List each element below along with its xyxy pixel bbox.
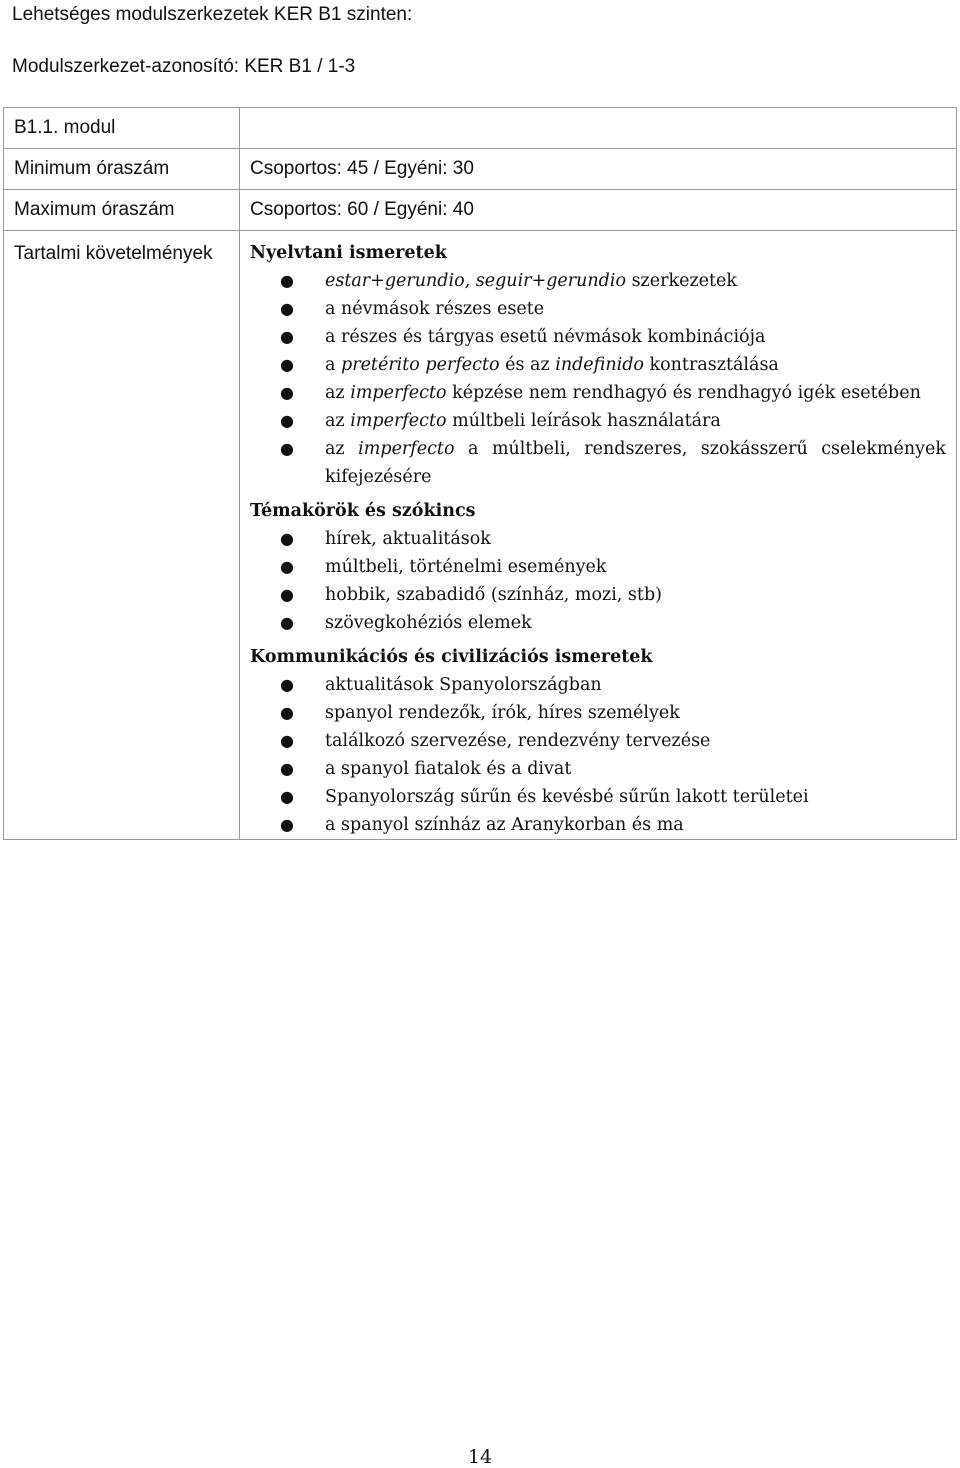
communication-section-title: Kommunikációs és civilizációs ismeretek: [250, 647, 653, 667]
item-text: szövegkohéziós elemek: [325, 613, 532, 633]
item-text: kontrasztálása: [643, 355, 779, 375]
list-item: [250, 783, 946, 811]
item-text: a: [325, 355, 341, 375]
item-text: képzése nem rendhagyó és rendhagyó igék esetében: [446, 383, 921, 403]
max-hours-value: Csoportos: 60 / Egyéni: 40: [240, 190, 957, 231]
list-item: [250, 727, 946, 755]
topics-list: [250, 525, 946, 637]
item-text: a részes és tárgyas esetű névmások kombinációja: [325, 327, 766, 347]
bullet-icon: ●: [280, 383, 294, 402]
italic-term: imperfecto: [350, 383, 447, 403]
list-item: [250, 671, 946, 699]
item-text: szerkezetek: [626, 271, 738, 291]
min-hours-value: Csoportos: 45 / Egyéni: 30: [240, 149, 957, 190]
item-text: és az: [499, 355, 556, 375]
item-text: múltbeli, történelmi események: [325, 557, 607, 577]
item-text: a spanyol színház az Aranykorban és ma: [325, 815, 684, 835]
item-text: múltbeli leírások használatára: [446, 411, 721, 431]
list-item: [250, 323, 946, 351]
bullet-icon: ●: [280, 327, 294, 346]
list-item: [250, 811, 946, 839]
grammar-list: [250, 267, 946, 491]
min-hours-label: Minimum óraszám: [4, 149, 240, 190]
item-text: spanyol rendezők, írók, híres személyek: [325, 703, 680, 723]
list-item: [250, 379, 946, 407]
list-item: [250, 407, 946, 435]
content-requirements-row: [4, 231, 957, 840]
module-title-empty: [240, 108, 957, 149]
bullet-icon: ●: [280, 411, 294, 430]
bullet-icon: ●: [280, 439, 294, 458]
item-text: az: [325, 411, 351, 431]
italic-term: estar+gerundio, seguir+gerundio: [325, 271, 626, 291]
list-item: [250, 267, 946, 295]
max-hours-label: Maximum óraszám: [4, 190, 240, 231]
bullet-icon: ●: [280, 731, 294, 750]
bullet-icon: ●: [280, 585, 294, 604]
list-item: [250, 435, 946, 491]
item-text: hobbik, szabadidő (színház, mozi, stb): [325, 585, 662, 605]
content-requirements-cell: [240, 231, 957, 840]
structure-id: Modulszerkezet-azonosító: KER B1 / 1-3: [12, 56, 356, 77]
italic-term: pretérito perfecto: [341, 355, 500, 375]
communication-list: [250, 671, 946, 839]
item-text: a múltbeli, rendszeres, szokásszerű cselekmények kifejezésére: [325, 439, 947, 487]
item-text: aktualitások Spanyolországban: [325, 675, 602, 695]
bullet-icon: ●: [280, 557, 294, 576]
module-title-row: [4, 108, 957, 149]
bullet-icon: ●: [280, 787, 294, 806]
bullet-icon: ●: [280, 529, 294, 548]
list-item: [250, 609, 946, 637]
italic-term: imperfecto: [350, 411, 447, 431]
list-item: [250, 295, 946, 323]
list-item: [250, 525, 946, 553]
bullet-icon: ●: [280, 815, 294, 834]
max-hours-row: [4, 190, 957, 231]
page-number: 14: [467, 1446, 493, 1468]
content-requirements-label: Tartalmi követelmények: [4, 231, 240, 840]
item-text: a spanyol fiatalok és a divat: [325, 759, 572, 779]
bullet-icon: ●: [280, 271, 294, 290]
module-title: B1.1. modul: [4, 108, 240, 149]
list-item: [250, 351, 946, 379]
bullet-icon: ●: [280, 299, 294, 318]
item-text: az: [325, 383, 351, 403]
bullet-icon: ●: [280, 355, 294, 374]
document-heading: Lehetséges modulszerkezetek KER B1 szinten:: [12, 4, 413, 25]
list-item: [250, 699, 946, 727]
item-text: találkozó szervezése, rendezvény tervezése: [325, 731, 711, 751]
topics-section-title: Témakörök és szókincs: [250, 501, 476, 521]
min-hours-row: [4, 149, 957, 190]
item-text: Spanyolország sűrűn és kevésbé sűrűn lakott területei: [325, 787, 809, 807]
list-item: [250, 553, 946, 581]
italic-term: imperfecto: [358, 439, 455, 459]
item-text: az: [325, 439, 359, 459]
italic-term: indefinido: [555, 355, 644, 375]
grammar-section-title: Nyelvtani ismeretek: [250, 243, 447, 263]
module-table: [3, 107, 957, 840]
item-text: a névmások részes esete: [325, 299, 545, 319]
bullet-icon: ●: [280, 703, 294, 722]
bullet-icon: ●: [280, 613, 294, 632]
list-item: [250, 581, 946, 609]
item-text: hírek, aktualitások: [325, 529, 491, 549]
bullet-icon: ●: [280, 759, 294, 778]
bullet-icon: ●: [280, 675, 294, 694]
list-item: [250, 755, 946, 783]
